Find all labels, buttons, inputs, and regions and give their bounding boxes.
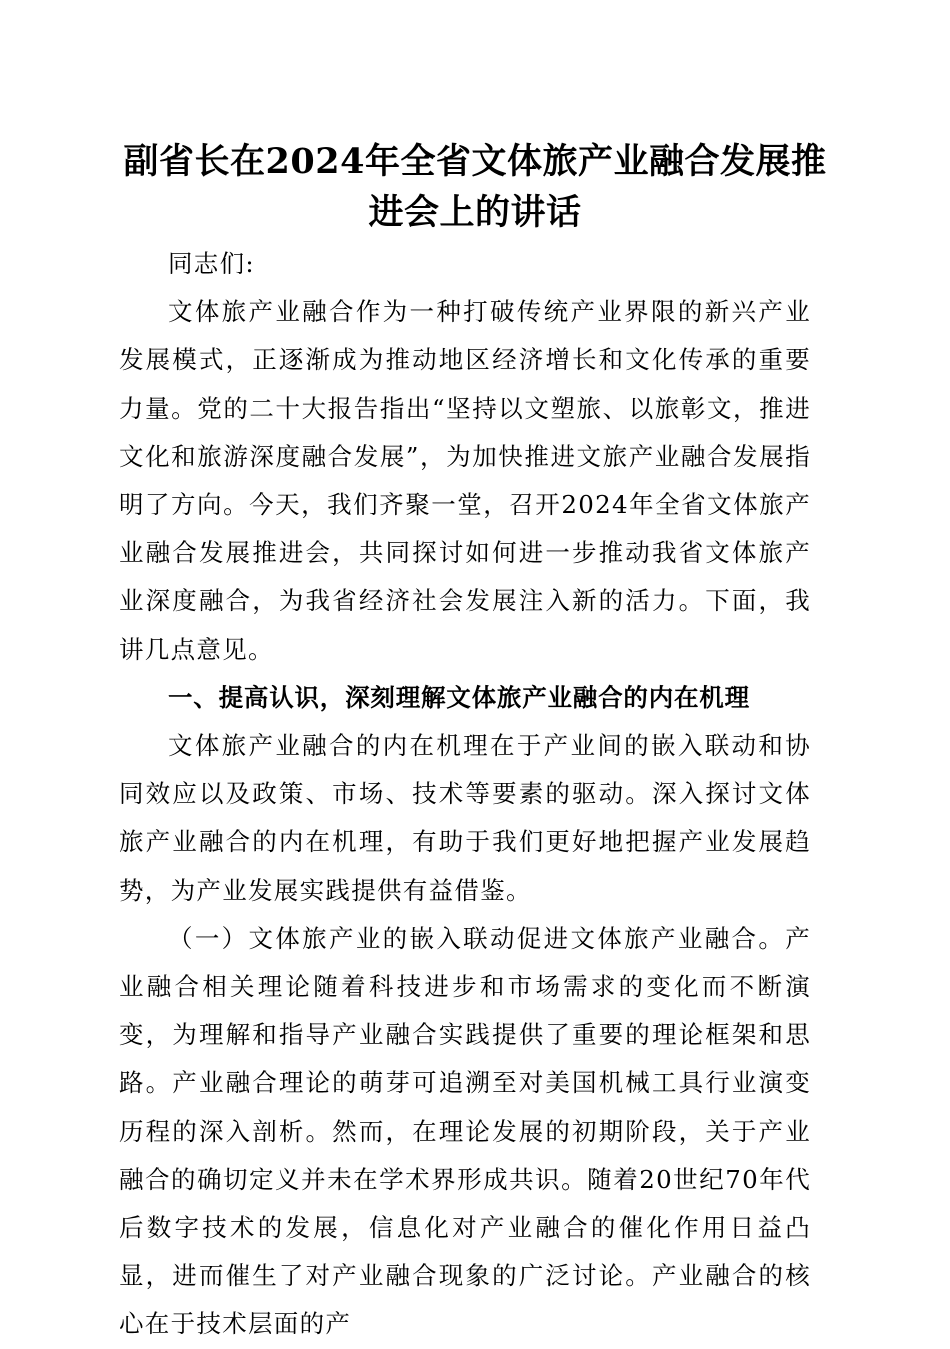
section-1-intro-paragraph: 文体旅产业融合的内在机理在于产业间的嵌入联动和协同效应以及政策、市场、技术等要素的驱动。深入探讨文体旅产业融合的内在机理，有助于我们更好地把握产业发展趋势，为产业发展实践提供有益借鉴。 <box>119 731 811 905</box>
subsection-1-paragraph: （一）文体旅产业的嵌入联动促进文体旅产业融合。产业融合相关理论随着科技进步和市场需求的变化而不断演变，为理解和指导产业融合实践提供了重要的理论框架和思路。产业融合理论的萌芽可追溯至对美国机械工具行业演变历程的深入剖析。然而，在理论发展的初期阶段，关于产业融合的确切定义并未在学术界形成共识。随着20世纪70年代后数字技术的发展，信息化对产业融合的催化作用日益凸显，进而催生了对产业融合现象的广泛讨论。产业融合的核心在于技术层面的产 <box>119 923 811 1339</box>
document-title: 副省长在2024年全省文体旅产业融合发展推进会上的讲话 <box>123 141 827 233</box>
intro-paragraph: 文体旅产业融合作为一种打破传统产业界限的新兴产业发展模式，正逐渐成为推动地区经济增长和文化传承的重要力量。党的二十大报告指出“坚持以文塑旅、以旅彰文，推进文化和旅游深度融合发展”，为加快推进文旅产业融合发展指明了方向。今天，我们齐聚一堂，召开2024年全省文体旅产业融合发展推进会，共同探讨如何进一步推动我省文体旅产业深度融合，为我省经济社会发展注入新的活力。下面，我讲几点意见。 <box>119 297 811 664</box>
section-heading-1: 一、提高认识，深刻理解文体旅产业融合的内在机理 <box>168 682 750 712</box>
salutation: 同志们: <box>168 249 255 278</box>
document-body <box>119 240 811 1349</box>
